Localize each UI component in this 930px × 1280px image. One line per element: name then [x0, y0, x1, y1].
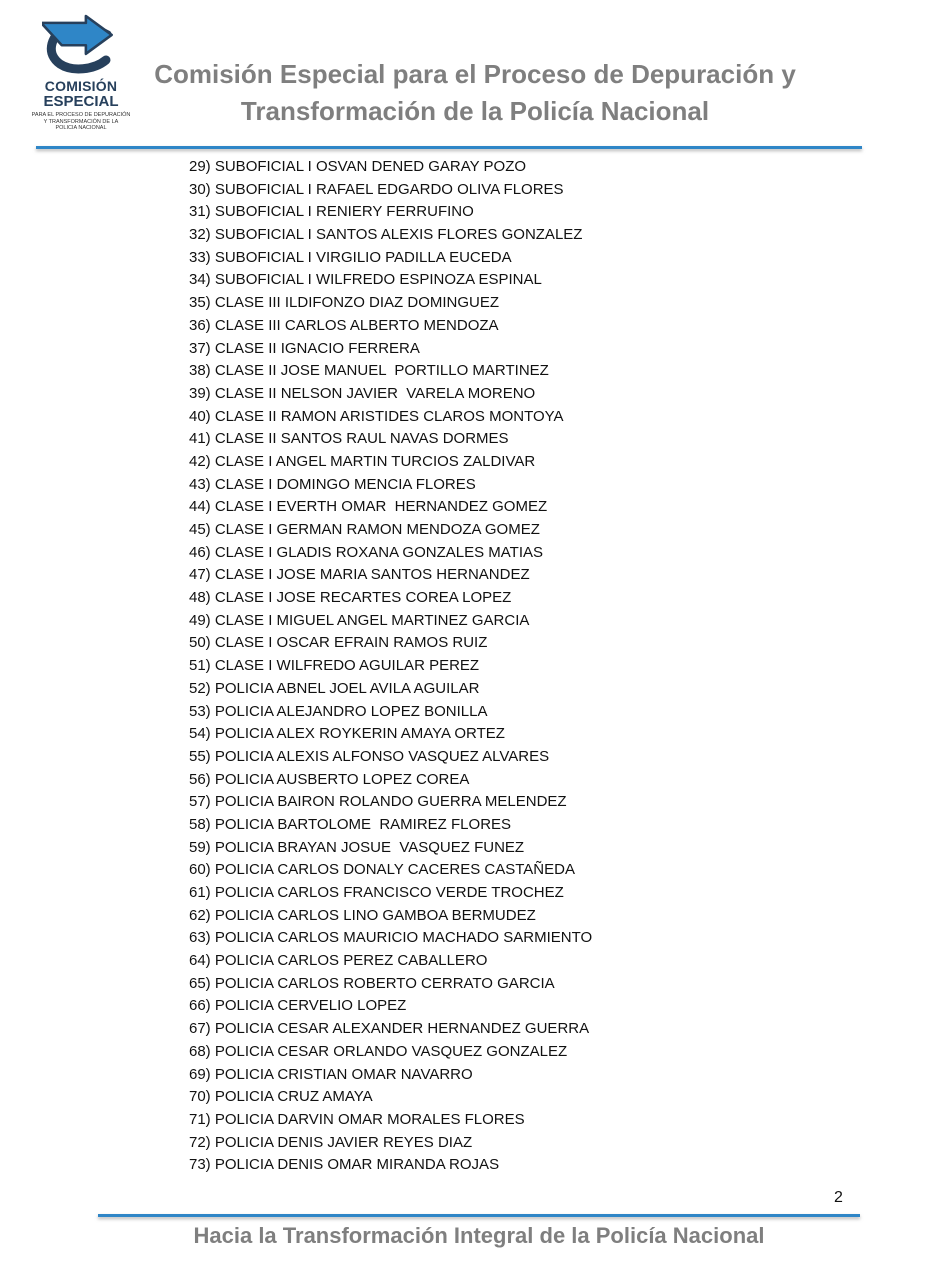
list-item: 35) CLASE III ILDIFONZO DIAZ DOMINGUEZ: [189, 294, 500, 312]
logo-subtitle: [22, 112, 140, 132]
list-item: 69) POLICIA CRISTIAN OMAR NAVARRO: [189, 1065, 473, 1083]
list-item: 33) SUBOFICIAL I VIRGILIO PADILLA EUCEDA: [189, 248, 512, 266]
list-item: 73) POLICIA DENIS OMAR MIRANDA ROJAS: [189, 1156, 500, 1174]
list-item: 64) POLICIA CARLOS PEREZ CABALLERO: [189, 952, 488, 970]
list-item: 30) SUBOFICIAL I RAFAEL EDGARDO OLIVA FLORES: [189, 180, 564, 198]
list-item: 34) SUBOFICIAL I WILFREDO ESPINOZA ESPINAL: [189, 271, 542, 289]
list-item: 61) POLICIA CARLOS FRANCISCO VERDE TROCHEZ: [189, 884, 564, 901]
commission-logo: [22, 14, 140, 138]
logo-subtitle-line: Y TRANSFORMACIÓN DE LA: [43, 118, 119, 125]
header-title-line-2: Transformación de la Policía Nacional: [240, 96, 710, 126]
list-item: 71) POLICIA DARVIN OMAR MORALES FLORES: [189, 1110, 525, 1128]
page-number: 2: [834, 1189, 843, 1206]
list-item: 63) POLICIA CARLOS MAURICIO MACHADO SARMIENTO: [189, 929, 593, 947]
logo-subtitle-line: PARA EL PROCESO DE DEPURACIÓN: [31, 112, 131, 118]
list-item: 51) CLASE I WILFREDO AGUILAR PEREZ: [189, 657, 480, 675]
list-item: 60) POLICIA CARLOS DONALY CACERES CASTAÑEDA: [189, 861, 575, 879]
list-item: 46) CLASE I GLADIS ROXANA GONZALES MATIAS: [189, 543, 543, 561]
list-item: 55) POLICIA ALEXIS ALFONSO VASQUEZ ALVARES: [189, 747, 550, 765]
list-item: 49) CLASE I MIGUEL ANGEL MARTINEZ GARCIA: [189, 611, 530, 629]
list-item: 70) POLICIA CRUZ AMAYA: [189, 1088, 373, 1106]
list-item: 56) POLICIA AUSBERTO LOPEZ COREA: [189, 770, 470, 788]
list-item: 53) POLICIA ALEJANDRO LOPEZ BONILLA: [189, 702, 488, 720]
list-item: 40) CLASE II RAMON ARISTIDES CLAROS MONTOYA: [189, 407, 564, 425]
list-item: 38) CLASE II JOSE MANUEL PORTILLO MARTINEZ: [189, 362, 549, 380]
list-item: 58) POLICIA BARTOLOME RAMIREZ FLORES: [189, 815, 512, 833]
list-item: 54) POLICIA ALEX ROYKERIN AMAYA ORTEZ: [189, 725, 505, 743]
list-item: 48) CLASE I JOSE RECARTES COREA LOPEZ: [189, 589, 512, 607]
logo-text-especial: ESPECIAL: [43, 93, 119, 110]
list-item: 67) POLICIA CESAR ALEXANDER HERNANDEZ GUERRA: [189, 1020, 590, 1038]
list-item: 36) CLASE III CARLOS ALBERTO MENDOZA: [189, 316, 499, 334]
list-item: 47) CLASE I JOSE MARIA SANTOS HERNANDEZ: [189, 566, 530, 584]
list-item: 66) POLICIA CERVELIO LOPEZ: [189, 997, 407, 1015]
list-item: 52) POLICIA ABNEL JOEL AVILA AGUILAR: [189, 679, 480, 697]
list-item: 62) POLICIA CARLOS LINO GAMBOA BERMUDEZ: [189, 906, 536, 924]
list-item: 42) CLASE I ANGEL MARTIN TURCIOS ZALDIVAR: [189, 452, 536, 470]
list-item: 29) SUBOFICIAL I OSVAN DENED GARAY POZO: [189, 158, 527, 175]
list-item: 32) SUBOFICIAL I SANTOS ALEXIS FLORES GONZALEZ: [189, 226, 583, 244]
page-header-title: [150, 56, 800, 130]
list-item: 50) CLASE I OSCAR EFRAIN RAMOS RUIZ: [189, 634, 488, 652]
list-item: 44) CLASE I EVERTH OMAR HERNANDEZ GOMEZ: [189, 498, 548, 516]
list-item: 65) POLICIA CARLOS ROBERTO CERRATO GARCIA: [189, 974, 555, 992]
list-item: 72) POLICIA DENIS JAVIER REYES DIAZ: [189, 1133, 473, 1151]
logo-text-comision: COMISIÓN: [44, 78, 118, 94]
footer-divider: [98, 1214, 860, 1217]
list-item: 57) POLICIA BAIRON ROLANDO GUERRA MELENDEZ: [189, 793, 567, 811]
header-title-line-1: Comisión Especial para el Proceso de Depuración y: [154, 59, 796, 89]
list-item: 45) CLASE I GERMAN RAMON MENDOZA GOMEZ: [189, 521, 540, 538]
list-item: 43) CLASE I DOMINGO MENCIA FLORES: [189, 475, 476, 493]
list-item: 31) SUBOFICIAL I RENIERY FERRUFINO: [189, 203, 474, 221]
list-item: 59) POLICIA BRAYAN JOSUE VASQUEZ FUNEZ: [189, 838, 525, 856]
list-item: 37) CLASE II IGNACIO FERRERA: [189, 339, 420, 357]
logo-subtitle-line: POLICIA NACIONAL: [55, 125, 107, 131]
arrow-emblem-icon: [42, 14, 122, 78]
list-item: 39) CLASE II NELSON JAVIER VARELA MORENO: [189, 384, 536, 402]
list-item: 41) CLASE II SANTOS RAUL NAVAS DORMES: [189, 430, 509, 448]
header-divider: [36, 146, 862, 149]
footer-title: Hacia la Transformación Integral de la Policía Nacional: [193, 1223, 765, 1248]
personnel-list: [189, 156, 592, 1177]
list-item: 68) POLICIA CESAR ORLANDO VASQUEZ GONZALEZ: [189, 1042, 568, 1060]
